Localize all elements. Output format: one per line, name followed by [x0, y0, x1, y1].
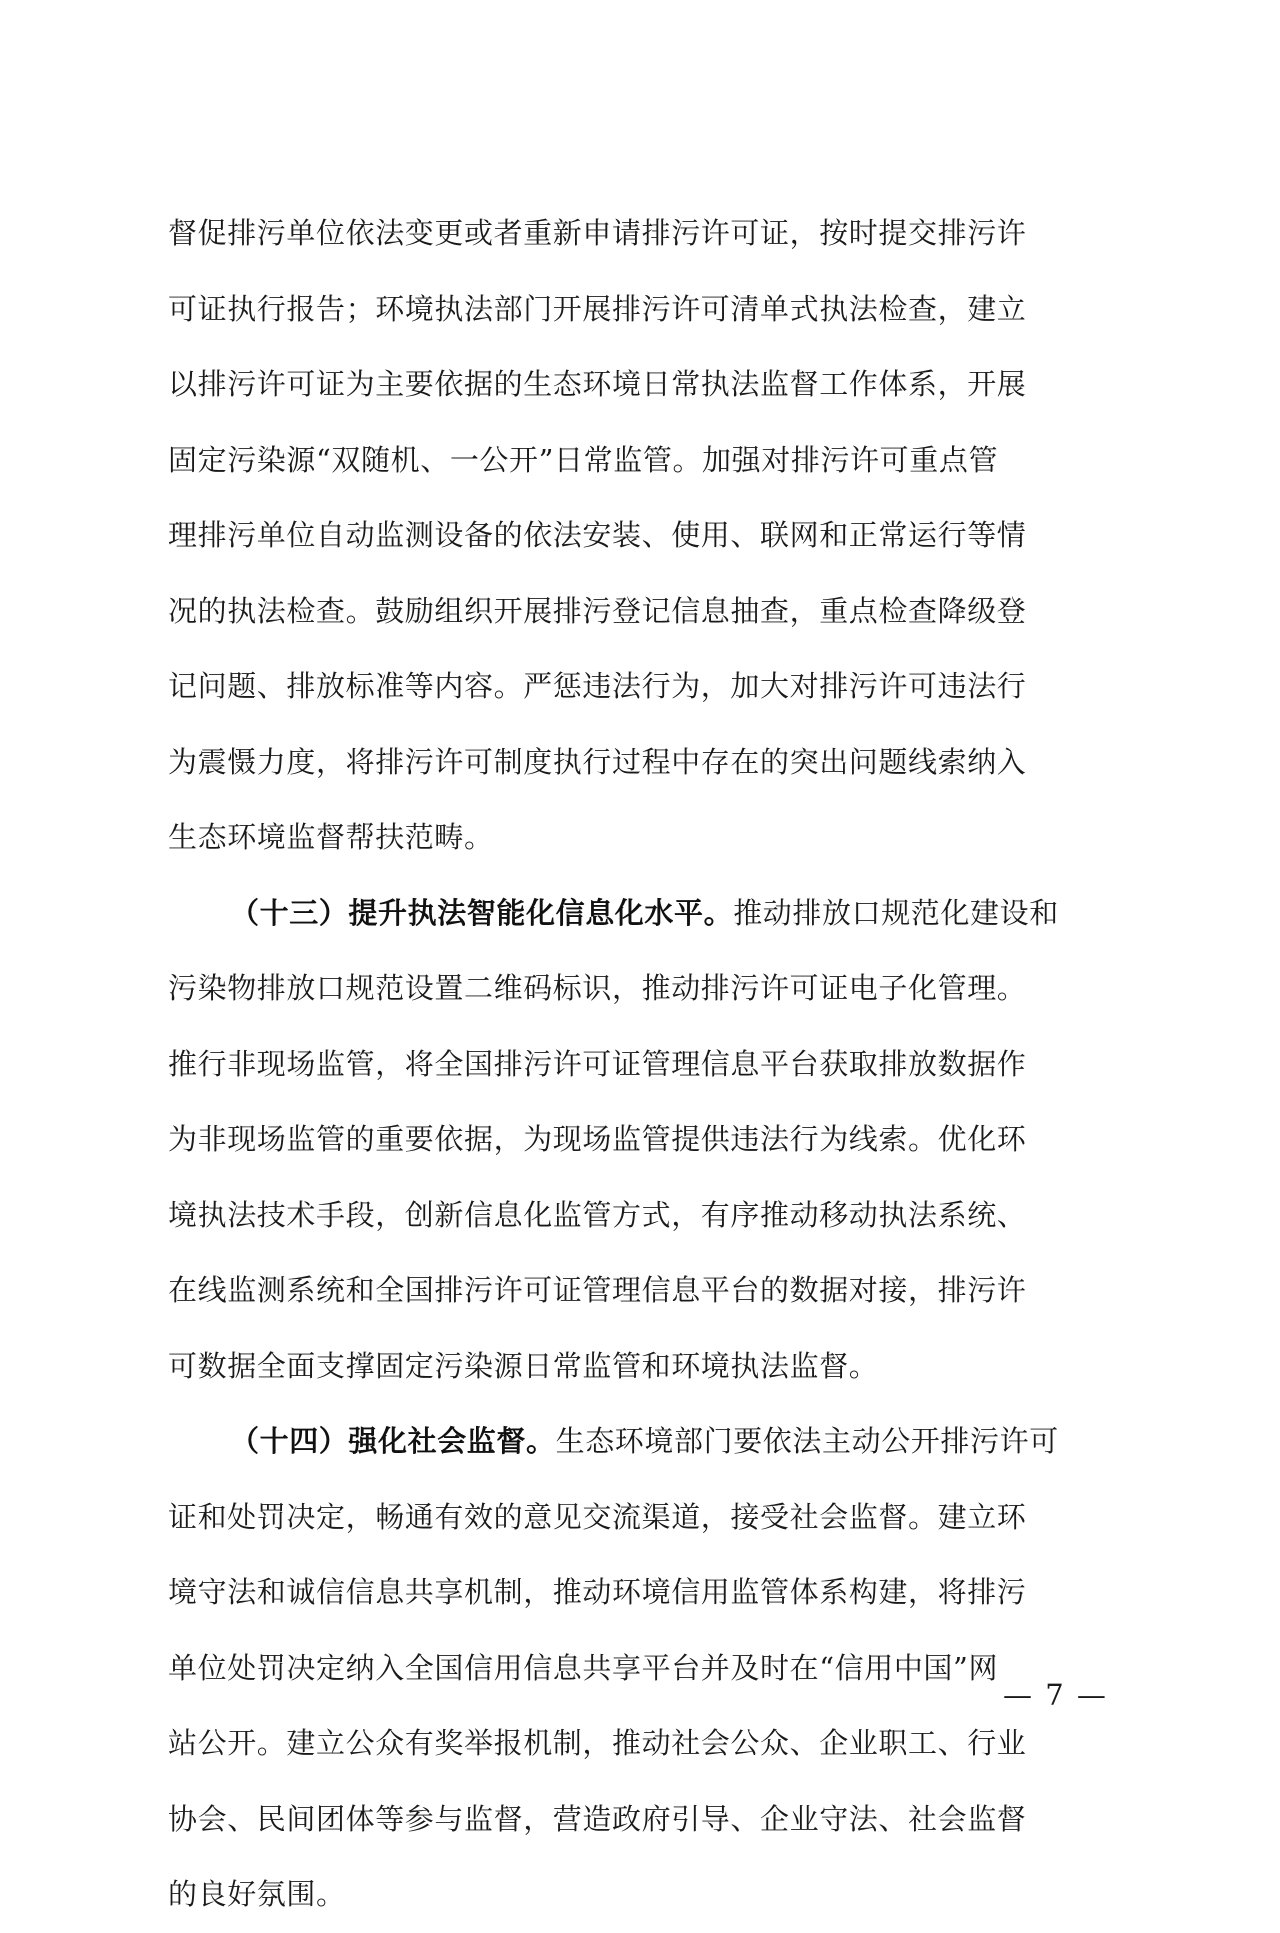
section-14-first-line	[168, 1404, 1118, 1480]
text-line	[168, 423, 1118, 499]
text-line	[168, 1102, 1118, 1178]
text-line	[168, 1027, 1118, 1103]
line-text: 可数据全面支撑固定污染源日常监管和环境执法监督。	[168, 1348, 879, 1383]
text-line	[168, 1631, 1118, 1707]
text-line	[168, 1253, 1118, 1329]
text-line	[168, 574, 1118, 650]
line-text: 可证执行报告；环境执法部门开展排污许可清单式执法检查，建立	[168, 291, 1027, 326]
line-text: 证和处罚决定，畅通有效的意见交流渠道，接受社会监督。建立环	[168, 1499, 1027, 1534]
line-text: 的良好氛围。	[168, 1877, 346, 1911]
text-line	[168, 498, 1118, 574]
section-13-first-line	[168, 876, 1118, 952]
section-heading-13: （十三）提升执法智能化信息化水平。	[230, 895, 734, 930]
line-text: 为非现场监管的重要依据，为现场监管提供违法行为线索。优化环	[168, 1122, 1027, 1156]
line-text: 推动排放口规范化建设和	[733, 895, 1059, 930]
body-text	[168, 196, 1118, 1933]
line-text: 站公开。建立公众有奖举报机制，推动社会公众、企业职工、行业	[168, 1726, 1027, 1760]
line-text: 境执法技术手段，创新信息化监管方式，有序推动移动执法系统、	[168, 1197, 1027, 1232]
line-text: 协会、民间团体等参与监督，营造政府引导、企业守法、社会监督	[168, 1801, 1027, 1836]
line-text: 理排污单位自动监测设备的依法安装、使用、联网和正常运行等情	[168, 518, 1027, 552]
line-text: 况的执法检查。鼓励组织开展排污登记信息抽查，重点检查降级登	[168, 593, 1027, 628]
line-text: 在线监测系统和全国排污许可证管理信息平台的数据对接，排污许	[168, 1273, 1027, 1307]
line-text: 推行非现场监管，将全国排污许可证管理信息平台获取排放数据作	[168, 1046, 1027, 1081]
line-text: 以排污许可证为主要依据的生态环境日常执法监督工作体系，开展	[168, 367, 1027, 401]
line-text: 生态环境部门要依法主动公开排污许可	[555, 1424, 1059, 1458]
text-line	[168, 1480, 1118, 1556]
text-line	[168, 1555, 1118, 1631]
text-line	[168, 1857, 1118, 1933]
text-line	[168, 347, 1118, 423]
text-line	[168, 196, 1118, 272]
section-heading-14: （十四）强化社会监督。	[230, 1424, 556, 1458]
text-line	[168, 800, 1118, 876]
text-line	[168, 649, 1118, 725]
line-text: 污染物排放口规范设置二维码标识，推动排污许可证电子化管理。	[168, 971, 1027, 1005]
text-line	[168, 272, 1118, 348]
line-text: 单位处罚决定纳入全国信用信息共享平台并及时在“信用中国”网	[168, 1650, 999, 1685]
line-text: 督促排污单位依法变更或者重新申请排污许可证，按时提交排污许	[168, 216, 1027, 250]
text-line	[168, 1178, 1118, 1254]
line-text: 境守法和诚信信息共享机制，推动环境信用监管体系构建，将排污	[168, 1575, 1027, 1609]
text-line	[168, 951, 1118, 1027]
text-line	[168, 1782, 1118, 1858]
page-number: — 7 —	[1003, 1678, 1108, 1712]
line-text: 固定污染源“双随机、一公开”日常监管。加强对排污许可重点管	[168, 442, 999, 477]
line-text: 生态环境监督帮扶范畴。	[168, 820, 494, 854]
text-line	[168, 1706, 1118, 1782]
text-line	[168, 725, 1118, 801]
line-text: 为震慑力度，将排污许可制度执行过程中存在的突出问题线索纳入	[168, 744, 1027, 779]
line-text: 记问题、排放标准等内容。严惩违法行为，加大对排污许可违法行	[168, 669, 1027, 703]
text-line	[168, 1329, 1118, 1405]
